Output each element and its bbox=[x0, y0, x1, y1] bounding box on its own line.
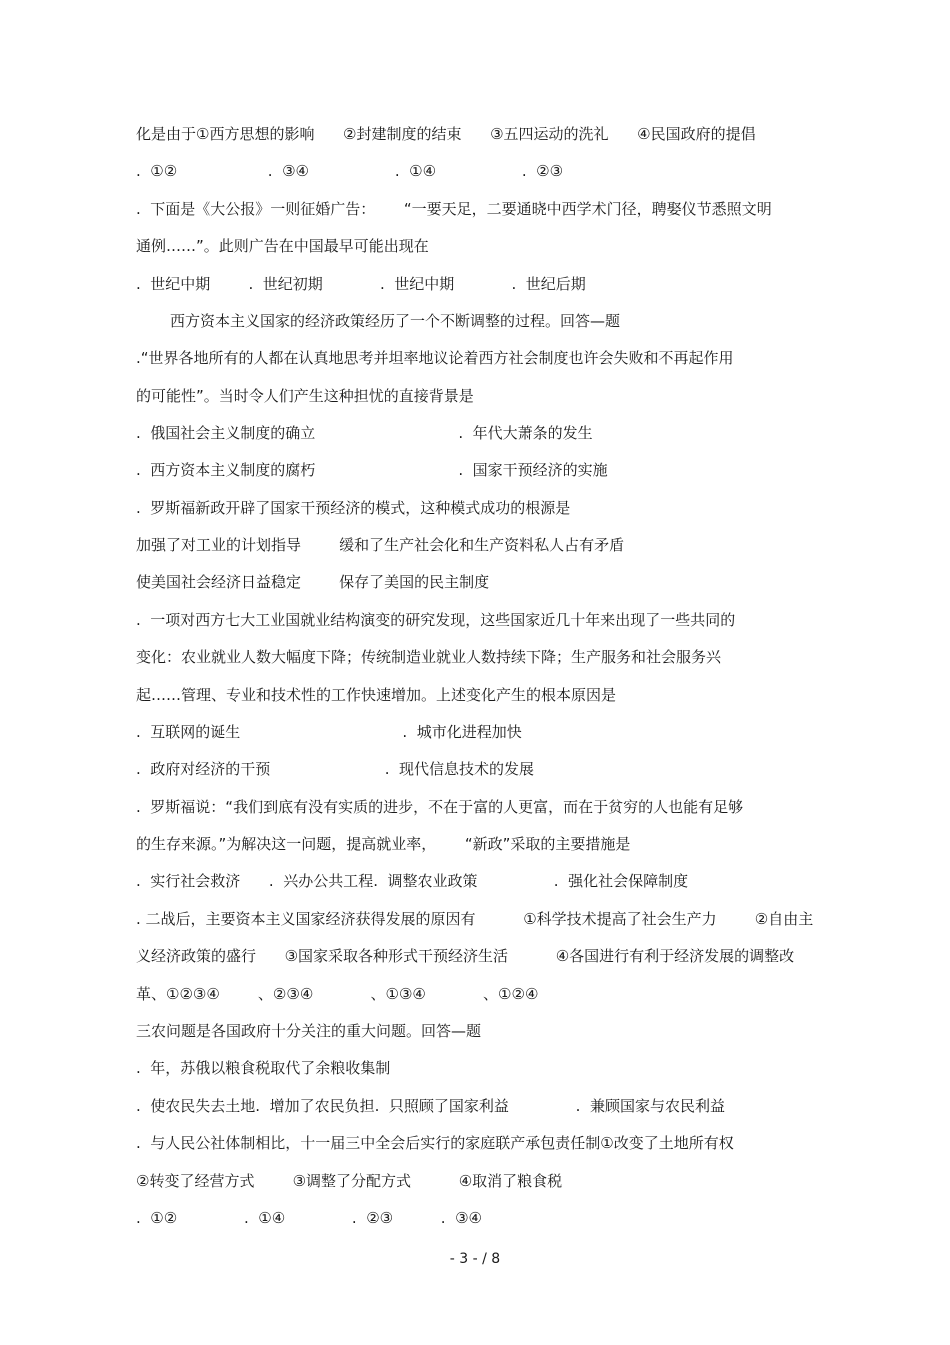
section-heading: 西方资本主义国家的经济政策经历了一个不断调整的过程。回答—题 bbox=[170, 312, 621, 330]
answer-options: . 实行社会救济 . 兴办公共工程. 调整农业政策 . 强化社会保障制度 bbox=[136, 872, 689, 890]
answer-options: 革、①②③④ 、②③④ 、①③④ 、①②④ bbox=[136, 985, 539, 1003]
question-text: .“世界各地所有的人都在认真地思考并坦率地议论着西方社会制度也许会失败和不再起作用 bbox=[136, 349, 734, 367]
answer-options: 使美国社会经济日益稳定 保存了美国的民主制度 bbox=[136, 573, 490, 591]
question-text: . 罗斯福新政开辟了国家干预经济的模式，这种模式成功的根源是 bbox=[136, 499, 571, 517]
question-text: . 与人民公社体制相比，十一届三中全会后实行的家庭联产承包责任制①改变了土地所有权 bbox=[136, 1134, 734, 1152]
answer-options: . 世纪中期 . 世纪初期 . 世纪中期 . 世纪后期 bbox=[136, 275, 586, 293]
section-heading: 三农问题是各国政府十分关注的重大问题。回答—题 bbox=[136, 1022, 482, 1040]
question-text: . 年，苏俄以粮食税取代了余粮收集制 bbox=[136, 1059, 391, 1077]
question-text: . 罗斯福说：“我们到底有没有实质的进步，不在于富的人更富，而在于贫穷的人也能有足够 bbox=[136, 798, 744, 816]
answer-options: . 互联网的诞生 . 城市化进程加快 bbox=[136, 723, 522, 741]
answer-options: . 西方资本主义制度的腐朽 . 国家干预经济的实施 bbox=[136, 461, 608, 479]
text-line: 化是由于①西方思想的影响 ②封建制度的结束 ③五四运动的洗礼 ④民国政府的提倡 bbox=[136, 125, 756, 143]
answer-options: . ①② . ③④ . ①④ . ②③ bbox=[136, 162, 564, 180]
answer-options: . 使农民失去土地. 增加了农民负担. 只照顾了国家利益 . 兼顾国家与农民利益 bbox=[136, 1097, 725, 1115]
text-line: 变化：农业就业人数大幅度下降；传统制造业就业人数持续下降；生产服务和社会服务兴 bbox=[136, 648, 722, 666]
question-text: . 一项对西方七大工业国就业结构演变的研究发现，这些国家近几十年来出现了一些共同的 bbox=[136, 611, 736, 629]
answer-options: . 政府对经济的干预 . 现代信息技术的发展 bbox=[136, 760, 535, 778]
text-line: 通例……”。此则广告在中国最早可能出现在 bbox=[136, 237, 429, 255]
page-number: - 3 - / 8 bbox=[449, 1251, 501, 1267]
answer-options: 加强了对工业的计划指导 缓和了生产社会化和生产资料私人占有矛盾 bbox=[136, 536, 625, 554]
text-line: 的可能性”。当时令人们产生这种担忧的直接背景是 bbox=[136, 387, 474, 405]
text-line: 义经济政策的盛行 ③国家采取各种形式干预经济生活 ④各国进行有利于经济发展的调整改 bbox=[136, 947, 795, 965]
answer-options: . 俄国社会主义制度的确立 . 年代大萧条的发生 bbox=[136, 424, 593, 442]
text-line: 起……管理、专业和技术性的工作快速增加。上述变化产生的根本原因是 bbox=[136, 686, 617, 704]
question-text: . 下面是《大公报》一则征婚广告： “一要天足，二要通晓中西学术门径，聘娶仪节悉照文明 bbox=[136, 200, 772, 218]
question-text: . 二战后，主要资本主义国家经济获得发展的原因有 ①科学技术提高了社会生产力 ②自由主 bbox=[136, 910, 814, 928]
answer-options: . ①② . ①④ . ②③ . ③④ bbox=[136, 1209, 482, 1227]
text-line: ②转变了经营方式 ③调整了分配方式 ④取消了粮食税 bbox=[136, 1172, 563, 1190]
text-line: 的生存来源。”为解决这一问题，提高就业率， “新政”采取的主要措施是 bbox=[136, 835, 631, 853]
